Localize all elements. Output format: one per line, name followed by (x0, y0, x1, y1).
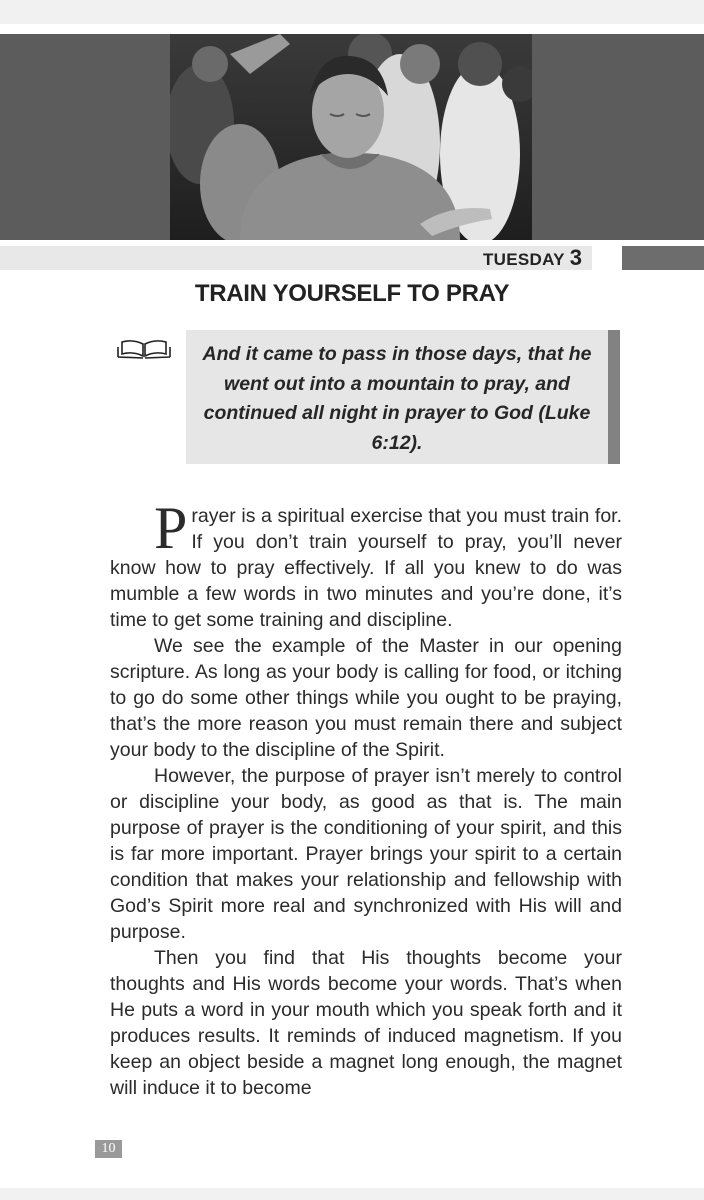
top-margin-strip (0, 0, 704, 24)
body-paragraph: However, the purpose of prayer isn’t merely to control or discipline your body, as good as that is. The main purpose of prayer is the conditioning of your spirit, and this is far more important. Prayer brings your spirit to a certain condition that makes your relationship and fellowship with God’s Spirit more real and synchronized with His will and purpose. (110, 765, 622, 943)
date-label (483, 246, 582, 270)
devotional-body (110, 495, 622, 1101)
date-row (0, 246, 704, 270)
scripture-box (186, 330, 620, 464)
scripture-text: And it came to pass in those days, that he went out into a mountain to pray, and continued all night in prayer to God (Luke 6:12). (202, 343, 592, 454)
body-paragraph: We see the example of the Master in our opening scripture. As long as your body is calling for food, or itching to go do some other things while you ought to be praying, that’s the more reason you must remain there and subject your body to the discipline of the Spirit. (110, 635, 622, 761)
body-paragraph-text: rayer is a spiritual exercise that you must train for. If you don’t train yourself to pray, you’ll never know how to pray effectively. If all you knew to do was mumble a few words in two minutes and you’re done, it’s time to get some training and discipline. (110, 505, 622, 631)
day-name: TUESDAY (482, 250, 565, 269)
worship-photo (170, 34, 532, 240)
drop-cap: P (154, 495, 188, 561)
day-number: 3 (569, 245, 582, 270)
bottom-margin-strip (0, 1188, 704, 1200)
open-book-icon (116, 338, 172, 360)
body-paragraph (110, 495, 622, 633)
page-number: 10 (95, 1140, 122, 1158)
body-paragraph: Then you find that His thoughts become your thoughts and His words become your words. That’s when He puts a word in your mouth which you speak forth and it produces results. It reminds of induced magnetism. If you keep an object beside a magnet long enough, the magnet will induce it to become (110, 947, 622, 1099)
date-bar-accent (622, 246, 704, 270)
page-title: TRAIN YOURSELF TO PRAY (194, 280, 510, 307)
